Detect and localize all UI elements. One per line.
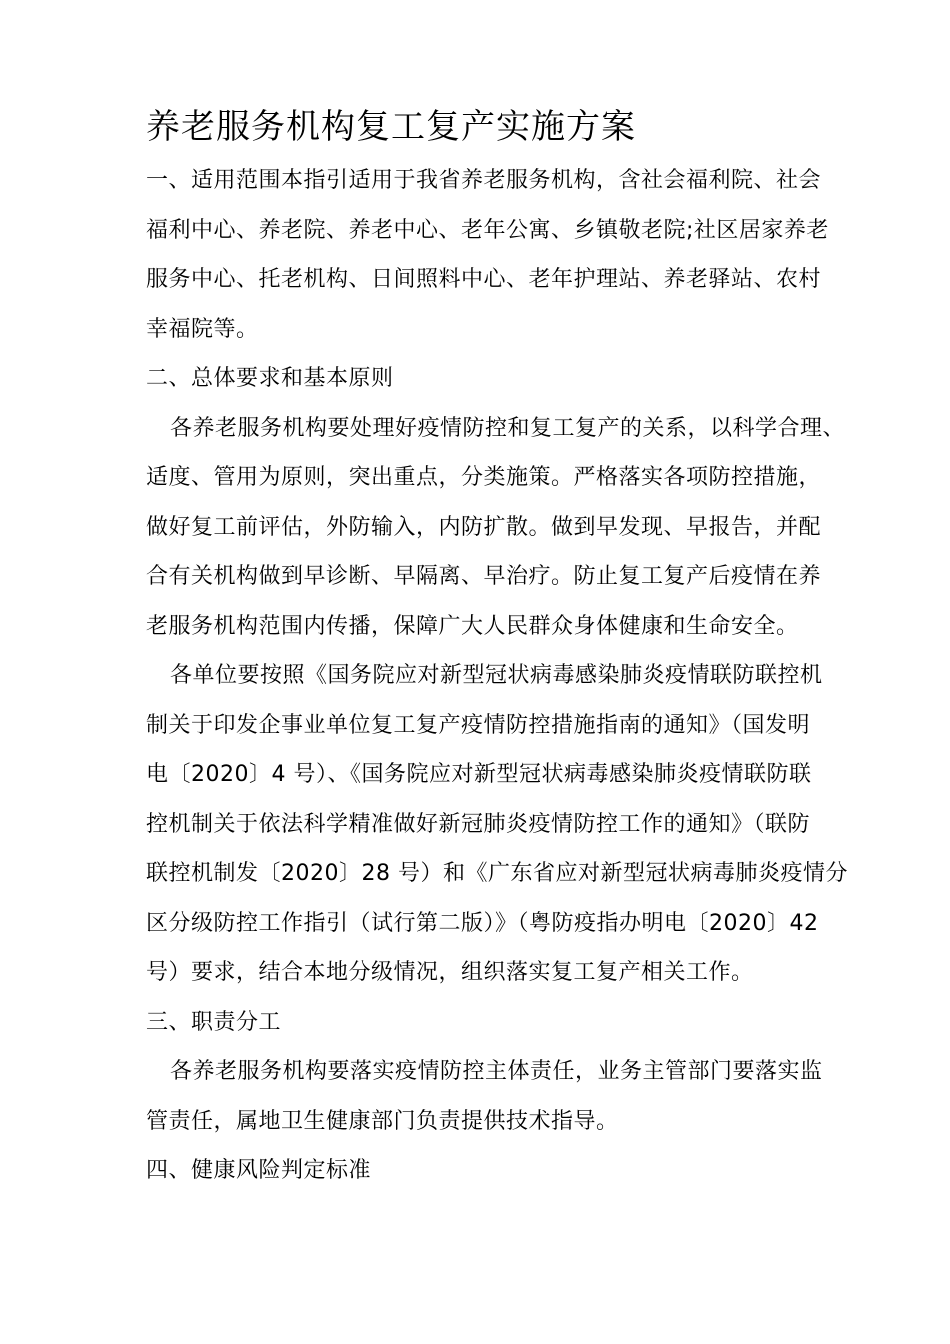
text-line: 幸福院等。: [146, 316, 259, 342]
text-line: 制关于印发企事业单位复工复产疫情防控措施指南的通知》（国发明: [146, 712, 811, 738]
text-line: 老服务机构范围内传播，保障广大人民群众身体健康和生命安全。: [146, 613, 799, 639]
document-page: [146, 102, 848, 1196]
section-3-paragraph-1: [146, 1047, 836, 1146]
text-line: 一、适用范围本指引适用于我省养老服务机构，含社会福利院、社会: [146, 168, 822, 193]
text-line: 控机制关于依法科学精准做好新冠肺炎疫情防控工作的通知》（联防: [146, 811, 811, 837]
text-line: 做好复工前评估，外防输入，内防扩散。做到早发现、早报告，并配: [146, 514, 822, 540]
text-line: 各单位要按照《国务院应对新型冠状病毒感染肺炎疫情联防联控机: [170, 663, 823, 688]
section-3-heading: 三、职责分工: [146, 1009, 282, 1035]
text-line: 电〔2020〕4 号）、《国务院应对新型冠状病毒感染肺炎疫情联防联: [146, 762, 812, 787]
text-line: 联控机制发〔2020〕28 号）和《广东省应对新型冠状病毒肺炎疫情分: [146, 861, 848, 886]
section-1-paragraph: [146, 156, 836, 354]
text-line: 号）要求，结合本地分级情况，组织落实复工复产相关工作。: [146, 960, 754, 985]
text-line: 各养老服务机构要处理好疫情防控和复工复产的关系，以科学合理、: [170, 415, 846, 441]
text-line: 各养老服务机构要落实疫情防控主体责任，业务主管部门要落实监: [170, 1059, 823, 1084]
section-2-paragraph-1: [146, 404, 846, 652]
section-4-heading: 四、健康风险判定标准: [146, 1158, 372, 1183]
text-line: 管责任，属地卫生健康部门负责提供技术指导。: [146, 1108, 619, 1134]
text-line: 福利中心、养老院、养老中心、老年公寓、乡镇敬老院;社区居家养老: [146, 217, 829, 243]
section-2-heading: 二、总体要求和基本原则: [146, 366, 394, 391]
section-2-paragraph-2: [146, 651, 848, 998]
document-title: 养老服务机构复工复产实施方案: [146, 107, 636, 147]
text-line: 服务中心、托老机构、日间照料中心、老年护理站、养老驿站、农村: [146, 267, 822, 292]
text-line: 适度、管用为原则，突出重点，分类施策。严格落实各项防控措施，: [146, 465, 822, 490]
text-line: 区分级防控工作指引（试行第二版）》（粤防疫指办明电〔2020〕42: [146, 910, 819, 936]
text-line: 合有关机构做到早诊断、早隔离、早治疗。防止复工复产后疫情在养: [146, 564, 822, 589]
